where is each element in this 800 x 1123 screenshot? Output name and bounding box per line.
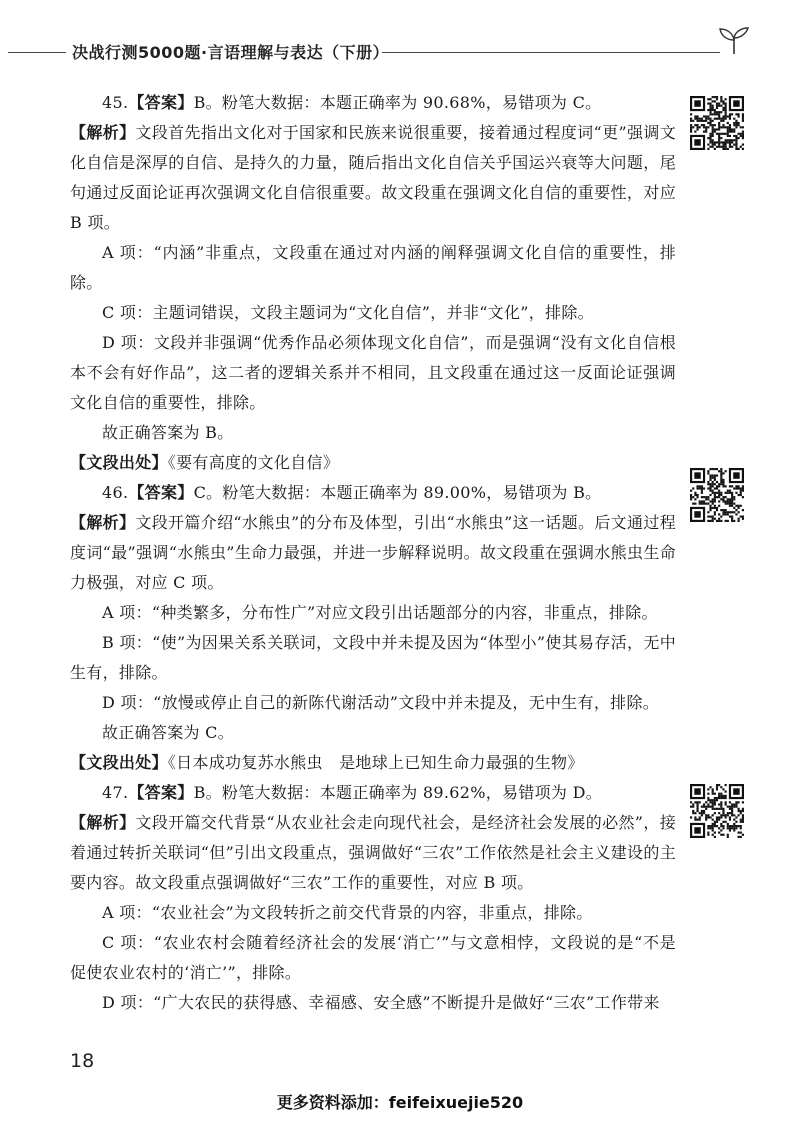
q46-analysis-text: 文段开篇介绍“水熊虫”的分布及体型，引出“水熊虫”这一话题。后文通过程度词“最”强调“水熊虫”生命力最强，并进一步解释说明。故文段重在强调水熊虫生命力极强，对应 C 项。	[70, 513, 676, 592]
q47-number: 47.	[102, 783, 129, 802]
q45-source-text: 《要有高度的文化自信》	[167, 453, 340, 472]
q46-analysis-tag: 【解析】	[70, 513, 136, 532]
q45-analysis	[70, 118, 676, 238]
q47-answer	[70, 778, 676, 808]
q47-analysis	[70, 808, 676, 898]
q46-option-a: A 项：“种类繁多，分布性广”对应文段引出话题部分的内容，非重点，排除。	[102, 603, 658, 622]
page-header	[0, 0, 800, 80]
q45-answer-text: B。粉笔大数据：本题正确率为 90.68%，易错项为 C。	[193, 93, 602, 112]
q45-analysis-text: 文段首先指出文化对于国家和民族来说很重要，接着通过程度词“更”强调文化自信是深厚的自信、是持久的力量，随后指出文化自信关乎国运兴衰等大问题，尾句通过反面论证再次强调文化自信很重要。故文段重在强调文化自信的重要性，对应 B 项。	[70, 123, 677, 232]
q46-source	[70, 748, 676, 778]
header-rule-right	[382, 52, 720, 53]
q45-conclusion: 故正确答案为 B。	[102, 423, 234, 442]
q46-source-text: 《日本成功复苏水熊虫 是地球上已知生命力最强的生物》	[167, 753, 584, 772]
q46-answer-tag: 【答案】	[128, 483, 194, 502]
q45-source-tag: 【文段出处】	[70, 453, 168, 472]
q45-number: 45.	[102, 93, 129, 112]
qr-code-q47[interactable]	[690, 784, 744, 838]
q47-option-d: D 项：“广大农民的获得感、幸福感、安全感”不断提升是做好“三农”工作带来	[102, 993, 660, 1012]
q46-answer-text: C。粉笔大数据：本题正确率为 89.00%，易错项为 B。	[193, 483, 602, 502]
q46-option-d: D 项：“放慢或停止自己的新陈代谢活动”文段中并未提及，无中生有，排除。	[102, 693, 660, 712]
q46-conclusion: 故正确答案为 C。	[102, 723, 235, 742]
qr-code-q46[interactable]	[690, 468, 744, 522]
q47-analysis-tag: 【解析】	[70, 813, 136, 832]
q47-option-a: A 项：“农业社会”为文段转折之前交代背景的内容，非重点，排除。	[102, 903, 593, 922]
q47-answer-tag: 【答案】	[128, 783, 194, 802]
q45-option-d: D 项：文段并非强调“优秀作品必须体现文化自信”，而是强调“没有文化自信根本不会有好作品”，这二者的逻辑关系并不相同，且文段重在通过这一反面论证强调文化自信的重要性，排除。	[70, 333, 676, 412]
header-rule-left	[8, 52, 66, 53]
qr-code-q45[interactable]	[690, 96, 744, 150]
footer-contact-note: 更多资料添加：feifeixuejie520	[276, 1093, 524, 1112]
q46-option-b: B 项：“使”为因果关系关联词，文段中并未提及因为“体型小”使其易存活，无中生有，排除。	[70, 633, 676, 682]
q45-answer-tag: 【答案】	[128, 93, 194, 112]
q46-number: 46.	[102, 483, 129, 502]
q46-analysis	[70, 508, 676, 598]
q45-source	[70, 448, 676, 478]
q45-option-c: C 项：主题词错误，文段主题词为“文化自信”，并非“文化”，排除。	[102, 303, 594, 322]
sprout-icon	[716, 26, 752, 56]
q46-answer	[70, 478, 676, 508]
page-number: 18	[70, 1050, 95, 1072]
q45-answer	[70, 88, 676, 118]
q47-option-c: C 项：“农业农村会随着经济社会的发展‘消亡’”与文意相悖，文段说的是“不是促使农业农村的‘消亡’”，排除。	[70, 933, 676, 982]
answer-explanations	[70, 88, 676, 1018]
q47-analysis-text: 文段开篇交代背景“从农业社会走向现代社会，是经济社会发展的必然”，接着通过转折关联词“但”引出文段重点，强调做好“三农”工作依然是社会主义建设的主要内容。故文段重点强调做好“三农”工作的重要性，对应 B 项。	[70, 813, 677, 892]
header-title: 决战行测5000题·言语理解与表达（下册）	[72, 43, 390, 62]
q45-analysis-tag: 【解析】	[70, 123, 136, 142]
q46-source-tag: 【文段出处】	[70, 753, 168, 772]
q45-option-a: A 项：“内涵”非重点，文段重在通过对内涵的阐释强调文化自信的重要性，排除。	[70, 243, 676, 292]
q47-answer-text: B。粉笔大数据：本题正确率为 89.62%，易错项为 D。	[193, 783, 603, 802]
